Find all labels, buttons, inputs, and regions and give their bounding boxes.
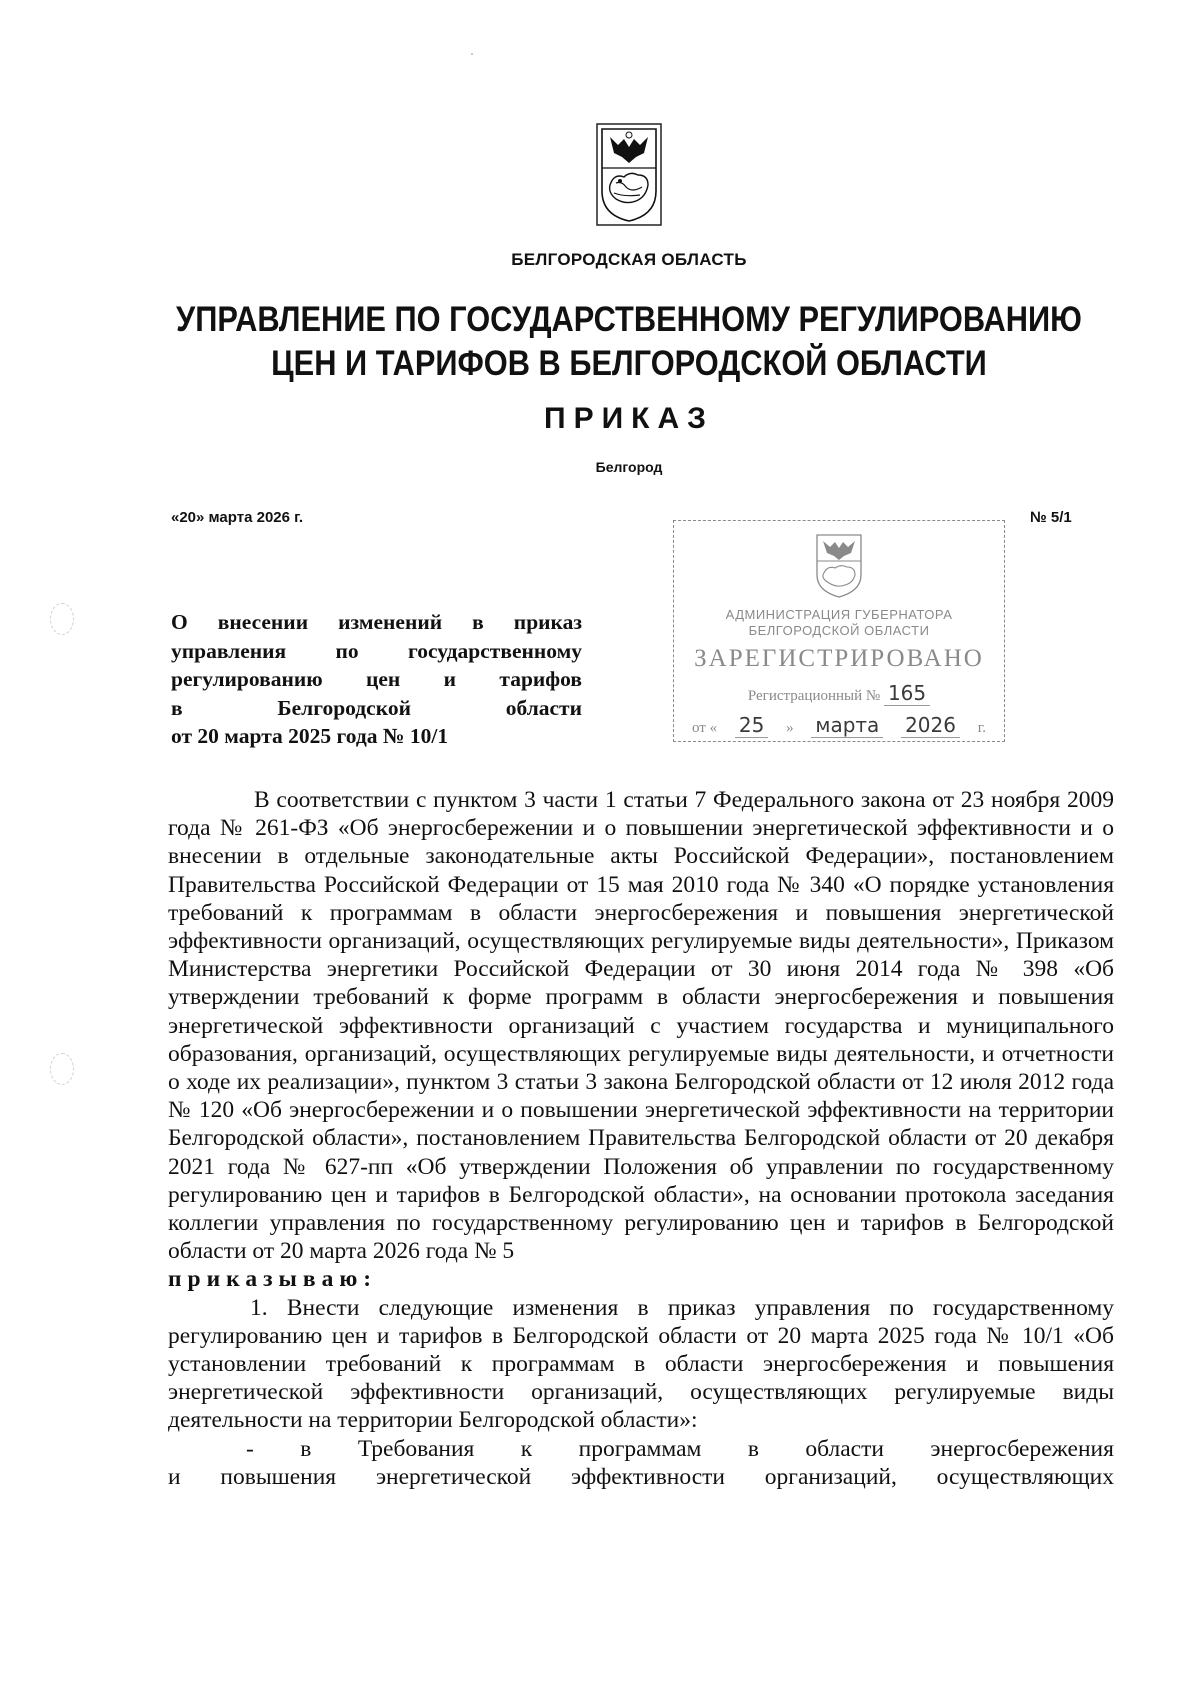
subject-word: в	[171, 695, 183, 720]
document-date: «20» марта 2026 г.	[171, 509, 304, 526]
preamble-paragraph: В соответствии с пунктом 3 части 1 статьи 7 Федерального закона от 23 ноября 2009 года № 261-ФЗ «Об энергосбережении и о повышении энергетической эффективности и о внесении в отдельные законодательные акты Российской Федерации», постановлением Правительства Российской Федерации от 15 мая 2010 года № 340 «О порядке установления требований к программам в области энергосбережения и повышения энергетической эффективности организаций, осуществляющих регулируемые виды деятельности», Приказом Министерства энергетики Российской Федерации от 30 июня 2014 года № 398 «Об утверждении требований к форме программ в области энергосбережения и повышения энергетической эффективности организаций с участием государства и муниципального образования, организаций, осуществляющих регулируемые виды деятельности, и отчетности о ходе их реализации», пунктом 3 статьи 3 закона Белгородской области от 12 июля 2012 года № 120 «Об энергосбережении и о повышении энергетической эффективности на территории Белгородской области», постановлением Правительства Белгородской области от 20 декабря 2021 года № 627-пп «Об утверждении Положения об управлении по государственному регулированию цен и тарифов в Белгородской области», на основании протокола заседания коллегии управления по государственному регулированию цен и тарифов в Белгородской области от 20 марта 2026 года № 5	[168, 787, 1114, 1265]
stamp-date-prefix: от «	[692, 720, 718, 736]
stamp-reg-number: 165	[884, 681, 930, 706]
city: Белгород	[595, 459, 663, 475]
stamp-day: 25	[735, 713, 768, 738]
dash-word: области	[805, 1435, 884, 1462]
binder-hole-mark	[50, 1053, 74, 1085]
scan-speck	[471, 53, 473, 55]
document-body	[168, 786, 1114, 1519]
binder-hole-mark	[50, 603, 74, 635]
region-heading: БЕЛГОРОДСКАЯ ОБЛАСТЬ	[511, 250, 747, 269]
subject-line: управления по государственному	[171, 638, 582, 663]
dash-word: в	[300, 1435, 312, 1462]
dash-word: -	[246, 1435, 254, 1462]
coat-of-arms-icon	[596, 123, 662, 226]
agency-title-line: УПРАВЛЕНИЕ ПО ГОСУДАРСТВЕННОМУ РЕГУЛИРОВАНИЮ	[176, 300, 1082, 339]
subject-line: О внесении изменений в приказ	[171, 610, 582, 634]
continuation-line: и повышения энергетической эффективности организаций, осуществляющих	[168, 1463, 1114, 1490]
dash-word: в	[747, 1435, 759, 1462]
stamp-org-line: АДМИНИСТРАЦИЯ ГУБЕРНАТОРА	[725, 607, 953, 622]
subject-line	[171, 694, 582, 723]
document-type: ПРИКАЗ	[544, 402, 714, 435]
item-1-paragraph: 1. Внести следующие изменения в приказ управления по государственному регулированию цен и тарифов в Белгородской области от 20 марта 2025 года № 10/1 «Об установлении требований к программам в области энергосбережения и повышения энергетической эффективности организаций, осуществляющих регулируемые виды деятельности на территории Белгородской области»:	[168, 1294, 1114, 1434]
stamp-status: ЗАРЕГИСТРИРОВАНО	[694, 645, 984, 672]
orders-line	[168, 1265, 1114, 1293]
dash-word: Требования	[357, 1435, 475, 1462]
subject-line: от 20 марта 2025 года № 10/1	[171, 724, 449, 748]
document-number: № 5/1	[1030, 509, 1072, 526]
stamp-organization	[674, 607, 1004, 639]
dash-word: энергосбережения	[930, 1435, 1114, 1462]
stamp-org-line: БЕЛГОРОДСКОЙ ОБЛАСТИ	[748, 623, 930, 638]
stamp-date-mid: »	[786, 720, 794, 736]
stamp-reg-label: Регистрационный №	[747, 688, 881, 704]
stamp-year: 2026	[901, 713, 960, 738]
agency-title-line: ЦЕН И ТАРИФОВ В БЕЛГОРОДСКОЙ ОБЛАСТИ	[271, 344, 987, 383]
subject-word: Белгородской	[277, 695, 411, 720]
subject-word: области	[505, 695, 583, 720]
stamp-registration-number	[692, 681, 986, 705]
dash-word: программам	[578, 1435, 702, 1462]
stamp-month: марта	[811, 713, 883, 738]
continuation-clip	[168, 1463, 1114, 1519]
dash-list-line	[168, 1435, 1114, 1463]
agency-title	[75, 298, 1182, 386]
stamp-year-suffix: г.	[977, 720, 986, 736]
stamp-coat-of-arms-icon	[811, 531, 867, 601]
subject-line: регулированию цен и тарифов	[171, 667, 582, 691]
registration-stamp	[673, 520, 1005, 742]
orders-word: приказываю:	[168, 1266, 378, 1293]
document-subject	[171, 608, 582, 751]
stamp-date	[692, 713, 986, 738]
dash-word: к	[520, 1435, 533, 1462]
